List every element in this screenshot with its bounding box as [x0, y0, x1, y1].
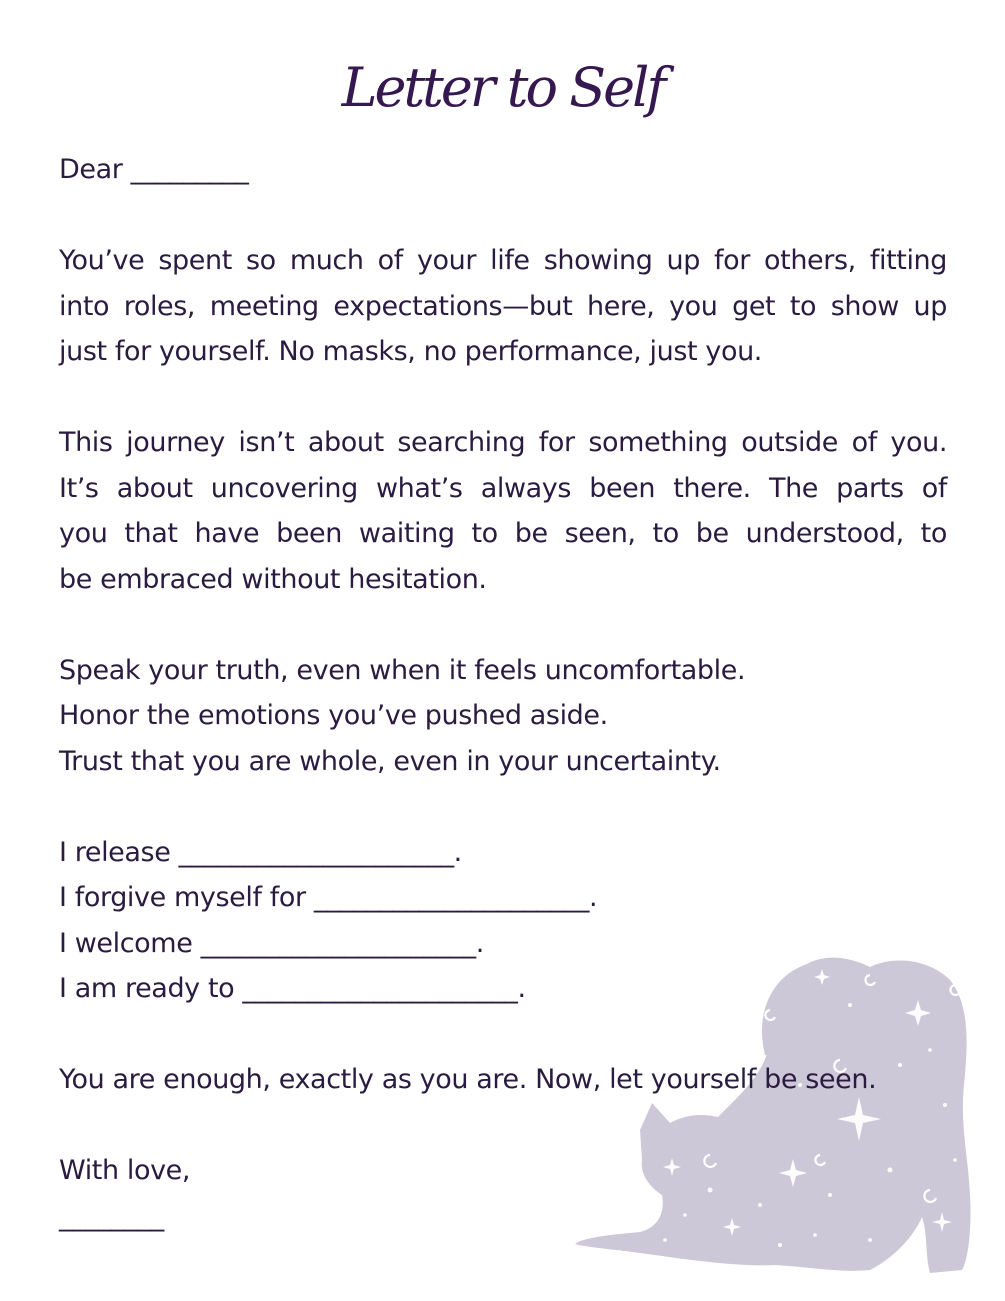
paragraph-spacer [59, 784, 947, 830]
paragraph2-line: be embraced without hesitation. [59, 563, 487, 595]
paragraph2-line: This journey isn’t about searching for something outside of you. [59, 427, 947, 458]
prompt-release: I release _____________________. [59, 836, 462, 868]
paragraph-spacer [59, 1012, 947, 1058]
closing-statement: You are enough, exactly as you are. Now, let yourself be seen. [59, 1064, 877, 1095]
paragraph-spacer [59, 193, 947, 239]
affirmation-line: Honor the emotions you’ve pushed aside. [59, 700, 608, 731]
paragraph-spacer [59, 375, 947, 421]
greeting: Dear _________ [59, 154, 249, 185]
paragraph-spacer [59, 1103, 947, 1149]
sign-off: With love, [59, 1155, 191, 1186]
signature-line: ________ [59, 1200, 164, 1232]
prompt-welcome: I welcome _____________________. [59, 927, 484, 959]
paragraph2-line: It’s about uncovering what’s always been there. The parts of [59, 472, 947, 504]
prompt-forgive: I forgive myself for _____________________. [59, 882, 598, 913]
paragraph-spacer [59, 602, 947, 648]
paragraph1-line: just for yourself. No masks, no performance, just you. [59, 336, 762, 367]
prompt-ready: I am ready to _____________________. [59, 973, 526, 1004]
affirmation-line: Speak your truth, even when it feels uncomfortable. [59, 654, 746, 686]
paragraph2-line: you that have been waiting to be seen, to be understood, to [59, 518, 947, 549]
paragraph1-line: You’ve spent so much of your life showing up for others, fitting [59, 245, 947, 276]
letter-body [59, 147, 947, 1239]
paragraph1-line: into roles, meeting expectations—but here, you get to show up [59, 290, 947, 322]
affirmation-line: Trust that you are whole, even in your uncertainty. [59, 745, 721, 777]
page-title: Letter to Self [341, 56, 664, 119]
